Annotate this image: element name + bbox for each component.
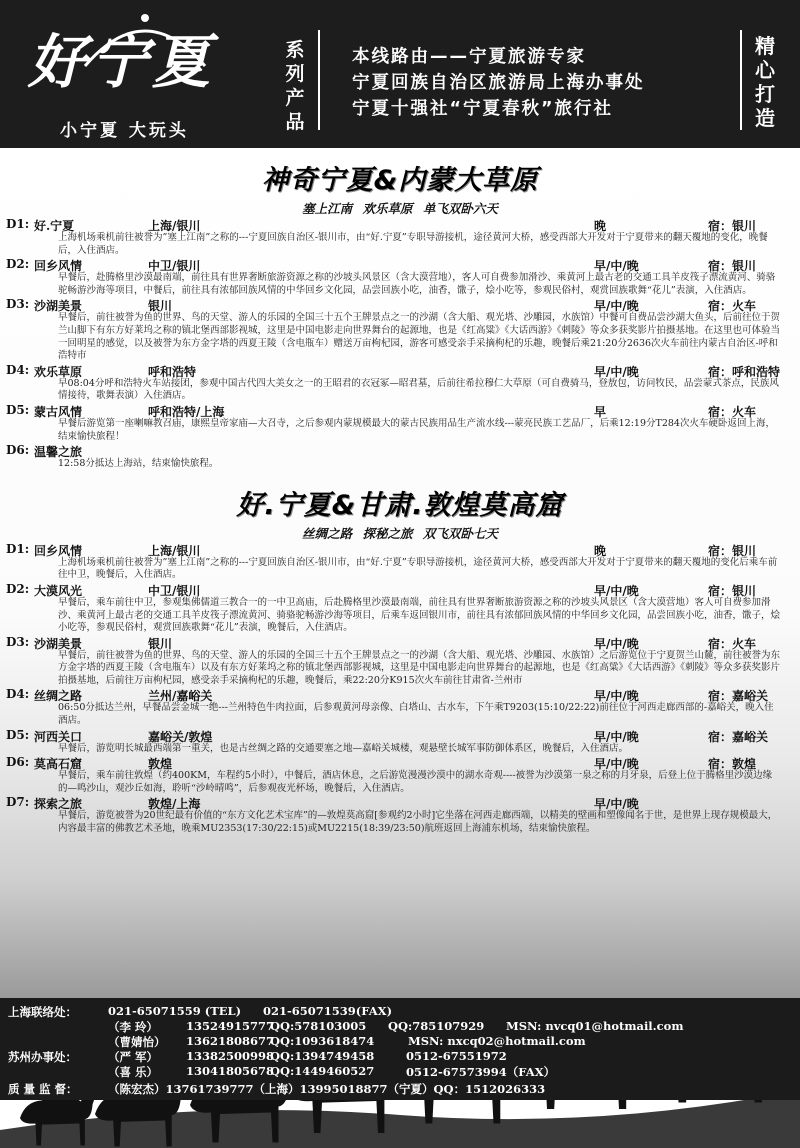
day-stay: 宿：火车 xyxy=(708,404,757,419)
contact-name: （严 军） xyxy=(108,1050,159,1064)
day-stay: 宿：火车 xyxy=(708,636,757,651)
contact-msn: MSN: nvcq01@hotmail.com xyxy=(506,1019,684,1033)
day-meals: 早/中/晚 xyxy=(594,259,639,274)
day-route: 中卫/银川 xyxy=(148,583,201,598)
day-description: 上海机场乘机前往被誉为”塞上江南”之称的---宁夏回族自治区-银川市，由“好.宁夏”专职导游接机，途径黄河大桥，感受西部大开发对于宁夏带来的翻天覆地的变化，晚餐后，入住酒店。 xyxy=(58,232,768,256)
day-entry xyxy=(0,795,800,835)
day-number: D2: xyxy=(6,257,30,272)
contact-row xyxy=(8,1049,798,1065)
day-description: 12:58分抵达上海站，结束愉快旅程。 xyxy=(58,458,219,470)
day-route: 银川 xyxy=(148,299,173,314)
day-meals: 早 xyxy=(594,404,607,419)
day-meals: 早/中/晚 xyxy=(594,797,639,812)
contact-fax: 0512-67573994（FAX） xyxy=(406,1065,556,1079)
contact-name: （曹婧怡） xyxy=(108,1035,166,1049)
contact-phone: 13382500998 xyxy=(186,1049,275,1063)
day-description: 早餐后，赴腾格里沙漠最南端，前往具有世界奢断旅游资源之称的沙坡头风景区（含大漠营地），客人可自费参加滑沙、乘黄河上最古老的交通工具羊皮筏子漂流黄河、骑骆驼畅游沙海等项目，中餐后，前往具有浓郁回族风情的中华回乡文化园，品尝回族小吃，油香，馓子，烩小吃等，参观民俗村，观赏回族歌舞“花儿”表演，入住酒店。 xyxy=(58,272,776,296)
day-entry xyxy=(0,443,800,471)
day-header xyxy=(0,755,800,770)
day-route: 呼和浩特 xyxy=(148,364,197,379)
day-name: 回乡风情 xyxy=(34,543,83,558)
day-name: 莫高石窟 xyxy=(34,757,83,772)
contact-row xyxy=(8,1064,798,1080)
day-entry xyxy=(0,687,800,727)
day-meals: 晚 xyxy=(594,543,607,558)
day-stay: 宿：敦煌 xyxy=(708,757,757,772)
contact-footer xyxy=(0,998,800,1100)
brand-logo: 好宁夏 xyxy=(28,28,215,96)
contact-name: （李 玲） xyxy=(108,1020,159,1034)
contact-qq: QQ:578103005 xyxy=(270,1019,367,1033)
day-number: D7: xyxy=(6,795,30,810)
day-description: 早餐后游览第一座喇嘛教召庙，康熙皇帝家庙—大召寺，之后参观内蒙规模最大的蒙古民族用品生产流水线---蒙亮民族工艺品厂，后乘12:19分T284次火车硬卧返回上海，结束愉快旅程！ xyxy=(58,417,775,442)
day-description: 06:50分抵达兰州，早餐品尝金城一绝---兰州特色牛肉拉面，后参观黄河母亲像、白塔山、古水车，下午乘T9203(15:10/22:22)前往位于河西走廊西部的-嘉峪关，晚入住酒店。 xyxy=(58,702,774,727)
day-number: D6: xyxy=(6,755,30,770)
day-route: 中卫/银川 xyxy=(148,259,201,274)
tour-title: 神奇宁夏&内蒙大草原 xyxy=(261,165,539,196)
day-meals: 早/中/晚 xyxy=(594,689,639,704)
organizer-line: 宁夏十强社“宁夏春秋”旅行社 xyxy=(352,99,614,119)
day-header xyxy=(0,217,800,232)
quality-label: 质 量 监 督： xyxy=(8,1082,78,1096)
day-route: 银川 xyxy=(148,636,173,651)
day-number: D4: xyxy=(6,362,30,377)
shanghai-fax: 021-65071539(FAX) xyxy=(263,1004,393,1018)
day-name: 回乡风情 xyxy=(34,259,83,274)
day-name: 探索之旅 xyxy=(34,797,83,812)
day-entry xyxy=(0,542,800,582)
itinerary-content xyxy=(0,148,800,998)
day-entry xyxy=(0,635,800,688)
day-name: 沙湖美景 xyxy=(34,636,83,651)
day-description: 早餐后，游览被誉为20世纪最有价值的“东方文化艺术宝库”的—敦煌莫高窟[参观约2小时]它坐落在河西走廊西端，以精美的壁画和塑像闻名于世，是世界上现存规模最大，内容最丰富的佛教艺术圣地，晚乘MU2353(17:30/22:15)或MU2215(18:39/23:50)航班返回上海浦东机场，结束愉快旅程。 xyxy=(58,810,778,835)
day-entry xyxy=(0,257,800,297)
contact-phone: 13041805678 xyxy=(186,1064,275,1078)
day-description: 早餐后，乘车前往敦煌（约400KM，车程约5小时），中餐后，酒店休息，之后游览漫漫沙漠中的湖水奇观----被誉为沙漠第一泉之称的月牙泉，后登上位于腾格里沙漠边缘的—鸣沙山，观沙丘如海，聆听“沙岭晴鸣”，后参观夜光杯场，晚餐后，入住酒店。 xyxy=(58,770,773,794)
day-number: D3: xyxy=(6,297,30,312)
day-stay: 宿：嘉峪关 xyxy=(708,729,769,744)
day-header xyxy=(0,403,800,418)
day-name: 沙湖美景 xyxy=(34,299,83,314)
crafted-label: 精心打造 xyxy=(755,34,775,130)
day-meals: 早/中/晚 xyxy=(594,729,639,744)
day-name: 大漠风光 xyxy=(34,583,83,598)
day-header xyxy=(0,687,800,702)
day-number: D1: xyxy=(6,217,30,231)
header-divider xyxy=(318,30,320,130)
day-header xyxy=(0,363,800,378)
day-number: D4: xyxy=(6,687,30,702)
day-route: 上海/银川 xyxy=(148,219,201,233)
day-description: 上海机场乘机前往被誉为”塞上江南”之称的---宁夏回族自治区-银川市，由“好.宁夏”专职导游接机，途径黄河大桥，感受西部大开发对于宁夏带来的翻天覆地的变化后乘车前往中卫，晚餐后，入住酒店。 xyxy=(58,556,778,581)
day-description: 早餐后，前往被誉为鱼的世界、鸟的天堂、游人的乐园的全国三十五个王牌景点之一的沙湖（含大船、观光塔、沙雕园，水族馆）中餐可自费品尝沙湖大鱼头，后前往位于贺兰山脚下有东方好莱坞之称的镇北堡西部影视城，这里是中国电影走向世界舞台的起源地，也是《红高粱》《大话西游》《刺陵》等众多获奖影片拍摄基地。在这里也可体验当一回明星的感觉，以及被誉为东方金字塔的西夏王陵（含电瓶车）赠送万亩枸杞园，游客可感受亲手采摘枸杞的乐趣，晚餐后乘21:20分2636次火车前往内蒙古自治区-呼和浩特市 xyxy=(58,312,781,362)
day-description: 早餐后，前往被誉为鱼的世界、鸟的天堂、游人的乐园的全国三十五个王牌景点之一的沙湖（含大船、观光塔、沙雕园、水族馆）之后游览位于宁夏贺兰山麓，前往被誉为东方金字塔的西夏王陵（含电瓶车）以及有东方好莱坞之称的镇北堡西部影视城，这里是中国电影走向世界舞台的起源地，也是《红高粱》《大话西游》《刺陵》等众多获奖影片拍摄基地，后前往万亩枸杞园，感受亲手采摘枸杞的乐趣，晚餐后，乘22:20分K915次火车前往甘肃省-兰州市 xyxy=(58,649,781,686)
day-header xyxy=(0,728,800,743)
contact-qq: QQ:785107929 xyxy=(388,1019,485,1033)
day-stay: 宿：呼和浩特 xyxy=(708,364,781,379)
day-stay: 宿：火车 xyxy=(708,299,757,314)
day-name: 丝绸之路 xyxy=(34,689,83,704)
day-stay: 宿：嘉峪关 xyxy=(708,689,769,704)
day-description: 早餐后，乘车前往中卫，参观集佛儒道三教合一的一中卫高庙，后赴腾格里沙漠最南端，前往具有世界奢断旅游资源之称的沙坡头风景区（含大漠营地）客人可自费参加滑沙、乘黄河上最古老的交通工具羊皮筏子漂流黄河、骑骆驼畅游沙海等项目，后乘车返回银川市，前往具有浓郁回族风情的中华回乡文化园，品尝回族小吃，油香，馓子，烩小吃等，参观民俗村，观赏回族歌舞“花儿”表演，晚餐后，入住酒店。 xyxy=(58,596,781,634)
day-stay: 宿：银川 xyxy=(708,543,757,558)
day-entry xyxy=(0,297,800,362)
shanghai-tel: 021-65071559 (TEL) xyxy=(108,1004,242,1018)
day-header xyxy=(0,582,800,597)
tour-title: 好.宁夏&甘肃.敦煌莫高窟 xyxy=(236,489,564,521)
day-route: 呼和浩特/上海 xyxy=(148,404,225,419)
day-meals: 早/中/晚 xyxy=(594,636,639,651)
day-meals: 早/中/晚 xyxy=(594,299,639,314)
day-number: D6: xyxy=(6,443,30,458)
contact-phone: 13621808677 xyxy=(186,1034,275,1048)
day-number: D3: xyxy=(6,634,30,649)
header-banner xyxy=(0,0,800,148)
quality-supervision-row xyxy=(8,1081,798,1097)
day-name: 好.宁夏 xyxy=(34,219,75,233)
day-route: 兰州/嘉峪关 xyxy=(148,689,213,704)
day-header xyxy=(0,257,800,272)
day-entry xyxy=(0,728,800,756)
day-entry xyxy=(0,363,800,403)
day-route: 敦煌/上海 xyxy=(148,797,201,812)
organizer-line: 本线路由——宁夏旅游专家 xyxy=(352,47,586,67)
day-number: D2: xyxy=(6,581,30,596)
contact-tel: 0512-67551972 xyxy=(406,1049,507,1063)
contact-msn: MSN: nxcq02@hotmail.com xyxy=(408,1034,586,1048)
shanghai-office-label: 上海联络处： xyxy=(8,1005,77,1019)
contact-qq: QQ:1093618474 xyxy=(270,1034,375,1048)
day-meals: 晚 xyxy=(594,219,607,233)
day-header xyxy=(0,635,800,650)
contact-name: （喜 乐） xyxy=(108,1065,159,1079)
day-route: 敦煌 xyxy=(148,757,173,772)
contact-row xyxy=(8,1019,798,1035)
day-header xyxy=(0,297,800,312)
contact-qq: QQ:1394749458 xyxy=(270,1049,375,1063)
tour-subtitle: 丝绸之路 探秘之旅 双飞双卧七天 xyxy=(302,525,498,541)
day-stay: 宿：银川 xyxy=(708,259,757,274)
day-stay: 宿：银川 xyxy=(708,583,757,598)
day-name: 蒙古风情 xyxy=(34,404,83,419)
day-number: D1: xyxy=(6,541,30,556)
day-entry xyxy=(0,755,800,795)
suzhou-office-label: 苏州办事处： xyxy=(8,1050,77,1064)
tour-subtitle: 塞上江南 欢乐草原 单飞双卧六天 xyxy=(302,201,498,216)
day-name: 河西关口 xyxy=(34,729,83,744)
organizer-line: 宁夏回族自治区旅游局上海办事处 xyxy=(352,73,645,93)
contact-row xyxy=(8,1034,798,1050)
shanghai-contact-row xyxy=(8,1004,798,1020)
day-name: 欢乐草原 xyxy=(34,364,83,379)
day-description: 早餐后，游览明长城最西端第一重关，也是古丝绸之路的交通要塞之地—嘉峪关城楼，观悬壁长城军事防御体系区，晚餐后，入住酒店。 xyxy=(58,742,629,754)
tour-section xyxy=(0,471,800,836)
day-route: 上海/银川 xyxy=(148,543,201,558)
day-number: D5: xyxy=(6,402,30,417)
contact-qq: QQ:1449460527 xyxy=(270,1064,375,1078)
contact-phone: 13524915777 xyxy=(186,1019,275,1033)
day-route: 嘉峪关/敦煌 xyxy=(148,729,213,744)
series-label: 系列产品 xyxy=(285,39,305,133)
day-stay: 宿：银川 xyxy=(708,219,757,233)
day-entry xyxy=(0,217,800,257)
day-header xyxy=(0,542,800,557)
day-meals: 早/中/晚 xyxy=(594,757,639,772)
day-entry xyxy=(0,403,800,443)
day-description: 早08:04分呼和浩特火车站接团，参观中国古代四大美女之一的王昭君的衣冠冢—昭君墓，后前往希拉穆仁大草原（可自费骑马，登敖包，访问牧民，品尝蒙式茶点，民族风情接待，歌舞表演）入住酒店。 xyxy=(58,377,779,402)
header-divider xyxy=(740,30,742,130)
quality-contact: （陈宏杰）13761739777（上海）13995018877（宁夏）QQ：1512026333 xyxy=(108,1082,546,1096)
day-header xyxy=(0,443,800,458)
tour-section xyxy=(0,148,800,471)
day-header xyxy=(0,795,800,810)
day-meals: 早/中/晚 xyxy=(594,364,639,379)
day-meals: 早/中/晚 xyxy=(594,583,639,598)
organizer-info xyxy=(352,44,732,122)
brand-slogan: 小宁夏 大玩头 xyxy=(60,121,189,141)
day-entry xyxy=(0,582,800,635)
day-name: 温馨之旅 xyxy=(34,445,83,460)
day-number: D5: xyxy=(6,727,30,742)
